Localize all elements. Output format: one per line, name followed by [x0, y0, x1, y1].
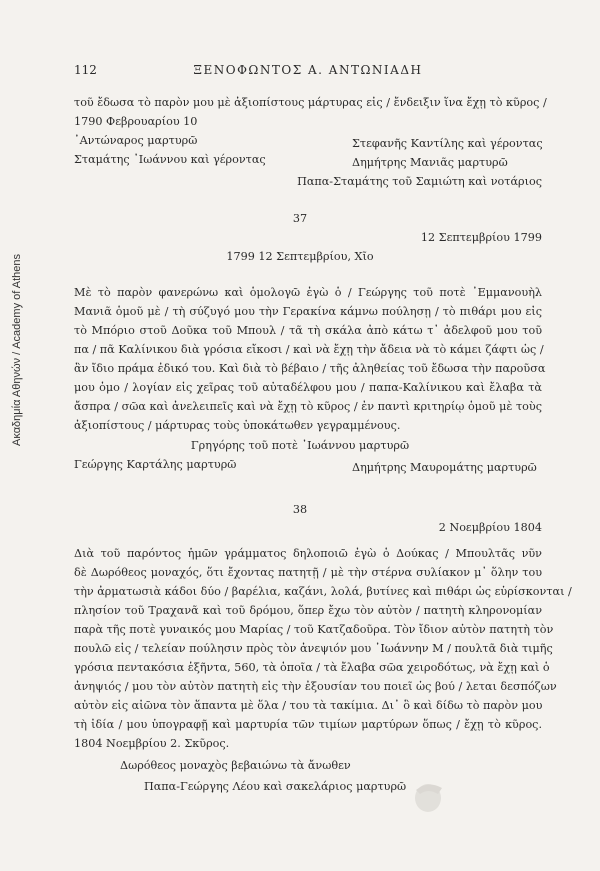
doc37-line: τὸ Μπόριο στοῦ Δοῦκα τοῦ Μπουλ / τᾶ τὴ σκάλα ἀπὸ κάτω τ᾿ ἀδελφοῦ μου τοῦ — [74, 324, 542, 337]
page-header — [74, 63, 542, 79]
doc38-number: 38 — [292, 503, 308, 516]
doc38-date-right: 2 Νοεμβρίου 1804 — [438, 521, 542, 534]
doc38-line: δὲ Δωρόθεος μοναχός, ὅτι ἔχοντας πατητῇ / μὲ τὴν στέρνα συλίακον μ᾿ ὅλην του — [74, 566, 542, 579]
doc36-notary: Παπα-Σταμάτης τοῦ Σαμιώτη καὶ νοτάριος — [297, 175, 542, 188]
doc36-witness: Σταμάτης ᾿Ιωάννου καὶ γέροντας — [74, 153, 266, 166]
doc37-line: ἄσπρα / σῶα καὶ ἀνελειπεῖς καὶ νὰ ἔχῃ τὸ κῦρος / ἐν παντὶ κριτηρίῳ ὁμοῦ μὲ τοὺς — [74, 400, 542, 413]
doc37-line: Μὲ τὸ παρὸν φανερώνω καὶ ὁμολογῶ ἐγὼ ὁ / Γεώργης τοῦ ποτὲ ᾿Εμμανουὴλ — [74, 286, 542, 299]
doc38-line: τὴ ἰδία / μου ὑπογραφῇ καὶ μαρτυρία τῶν τιμίων μαρτύρων ὅπως / ἔχῃ τὸ κῦρος. — [74, 718, 542, 731]
doc37-witness: Γεώργης Καρτάλης μαρτυρῶ — [74, 458, 237, 471]
doc37-date-right: 12 Σεπτεμβρίου 1799 — [420, 231, 542, 244]
doc37-line: πα / πᾶ Καλίνικου διὰ γρόσια εἴκοσι / καὶ νὰ ἔχῃ τὴν ἄδεια νὰ τὸ κάμει ζάφτι ὡς / — [74, 343, 544, 356]
doc37-line: Μανιᾶ ὁμοῦ μὲ / τὴ σύζυγό μου τὴν Γερακίνα κάμνω πούλησῃ / τὸ πιθάρι μου εἰς — [74, 305, 542, 318]
doc38-line: πλησίον τοῦ Τραχανᾶ καὶ τοῦ δρόμου, ὅπερ ἔχω τὸν αὐτὸν / πατητὴ κληρονομίαν — [74, 604, 542, 617]
doc36-witness: Δημήτρης Μανιᾶς μαρτυρῶ — [352, 156, 508, 169]
doc36-witness: ᾿Αντώναρος μαρτυρῶ — [74, 134, 198, 147]
page-number: 112 — [74, 63, 97, 77]
doc38-line: Διὰ τοῦ παρόντος ἡμῶν γράμματος δηλοποιῶ ἐγὼ ὁ Δούκας / Μπουλτᾶς νῦν — [74, 547, 542, 560]
doc37-line: ἀξιοπίστους / μάρτυρας τοὺς ὑποκάτωθεν γεγραμμένους. — [74, 419, 401, 432]
doc37-line: ἂν ἴδιο πράμα ἐδικό του. Καὶ διὰ τὸ βέβαιο / τῆς ἀληθείας τοῦ ἔδωσα τὴν παροῦσα — [74, 362, 546, 375]
doc38-signature: Δωρόθεος μοναχὸς βεβαιώνω τὰ ἄνωθεν — [120, 759, 351, 772]
running-title: ΞΕΝΟΦΩΝΤΟΣ Α. ΑΝΤΩΝΙΑΔΗ — [193, 63, 423, 77]
doc37-line: μου ὁμο / λογίαν εἰς χεῖρας τοῦ αὐταδέλφου μου / παπα-Καλίνικου καὶ ἔλαβα τὰ — [74, 381, 542, 394]
doc38-line: πουλῶ εἰς / τελείαν πούλησιν πρὸς τὸν ἀνεψιόν μου ᾿Ιωάννην Μ / πουλτᾶ διὰ τιμῆς — [74, 642, 553, 655]
doc37-witness-center: Γρηγόρης τοῦ ποτὲ ᾿Ιωάννου μαρτυρῶ — [190, 439, 410, 452]
doc38-signature: Παπα-Γεώργης Λέου καὶ σακελάριος μαρτυρῶ — [144, 780, 407, 793]
academy-watermark — [398, 780, 583, 814]
doc38-line: παρὰ τῆς ποτὲ γυναικός μου Μαρίας / τοῦ Κατζαδοῦρα. Τὸν ἴδιον αὐτὸν πατητὴ τὸν — [74, 623, 554, 636]
side-label-text: Ακαδημία Αθηνών / Academy of Athens — [11, 253, 23, 447]
doc36-date: 1790 Φεβρουαρίου 10 — [74, 115, 198, 128]
doc37-witness: Δημήτρης Μαυρομάτης μαρτυρῶ — [352, 461, 537, 474]
doc38-line: αὐτὸν εἰς αἰῶνα τὸν ἅπαντα μὲ ὅλα / του τὰ τακίμια. Δι᾿ ὃ καὶ δίδω τὸ παρὸν μου — [74, 699, 543, 712]
doc37-date-place: 1799 12 Σεπτεμβρίου, Χῖο — [226, 250, 374, 263]
doc38-line: γρόσια πεντακόσια ἑξῆντα, 560, τὰ ὁποῖα / τὰ ἔλαβα σῶα χειροδότως, νὰ ἔχῃ καὶ ὁ — [74, 661, 550, 674]
doc38-line: τὴν ἀρματωσιὰ κάδοι δύο / βαρέλια, καζάνι, λολά, βυτίνες καὶ πιθάρι ὡς εὑρίσκονται / — [74, 585, 572, 598]
doc38-line: ἀνηψιός / μου τὸν αὐτὸν πατητὴ εἰς τὴν ἐξουσίαν του ποιεῖ ὡς βού / λεται δεσπόζων — [74, 680, 557, 693]
doc36-witness: Στεφανῆς Καντίλης καὶ γέροντας — [352, 137, 543, 150]
athena-head-icon — [398, 780, 458, 814]
doc37-number: 37 — [292, 212, 308, 225]
doc36-line: τοῦ ἔδωσα τὸ παρὸν μου μὲ ἀξιοπίστους μάρτυρας εἰς / ἔνδειξιν ἵνα ἔχῃ τὸ κῦρος / — [74, 96, 547, 109]
doc38-line: 1804 Νοεμβρίου 2. Σκῦρος. — [74, 737, 230, 750]
